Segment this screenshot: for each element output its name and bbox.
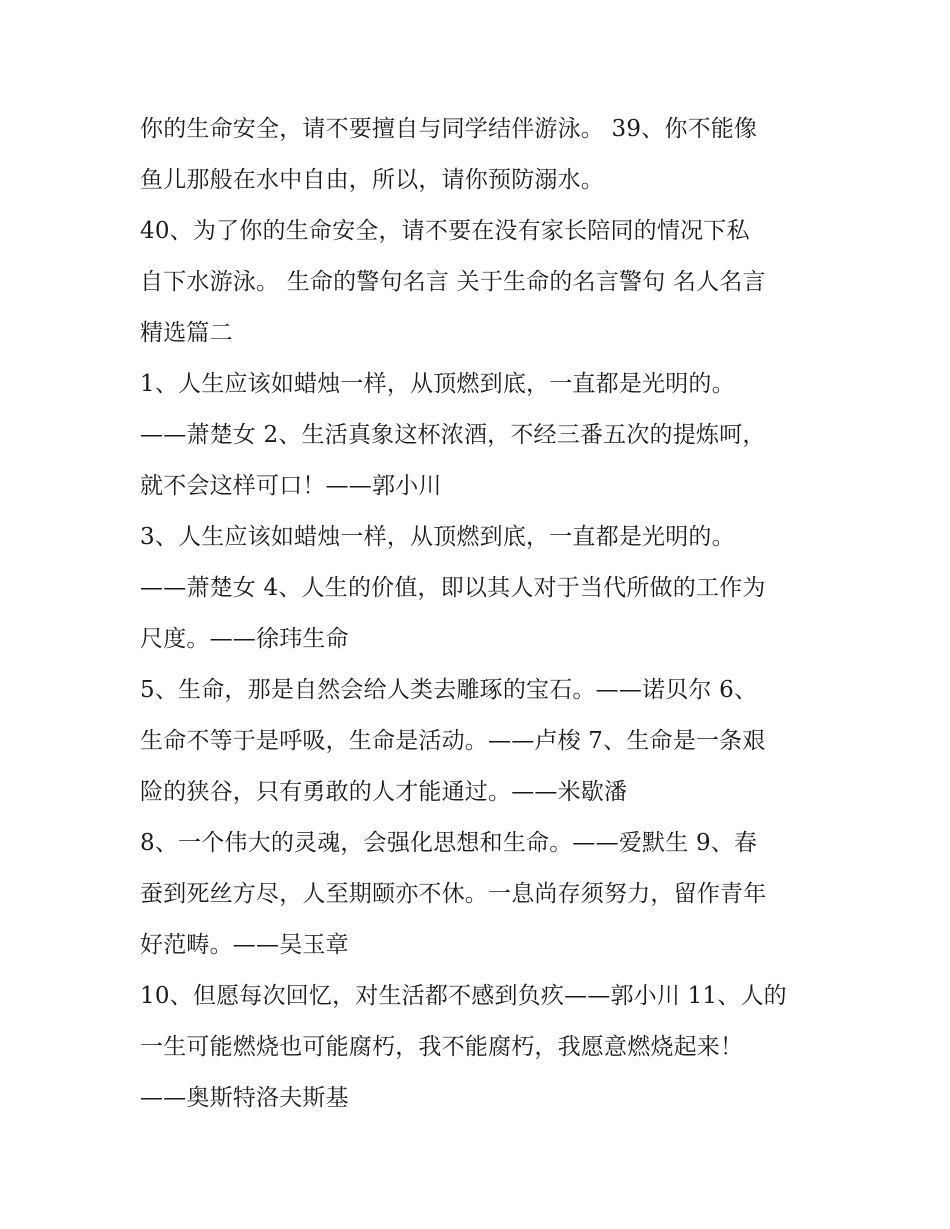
text-line: 险的狭谷，只有勇敢的人才能通过。——米歇潘: [140, 779, 628, 805]
text-line: 好范畴。——吴玉章: [140, 932, 349, 958]
text-line: 尺度。——徐玮生命: [140, 626, 349, 652]
text-line: 自下水游泳。 生命的警句名言 关于生命的名言警句 名人名言: [140, 269, 766, 295]
section-heading-line: 精选篇二: [140, 320, 233, 346]
text-line: 一生可能燃烧也可能腐朽，我不能腐朽，我愿意燃烧起来！: [140, 1034, 744, 1060]
text-line: 你的生命安全，请不要擅自与同学结伴游泳。 39、你不能像: [140, 116, 758, 142]
text-line: 就不会这样可口！——郭小川: [140, 473, 442, 499]
text-line: 10、但愿每次回忆，对生活都不感到负疚——郭小川 11、人的: [140, 983, 787, 1009]
text-line: 蚕到死丝方尽，人至期颐亦不休。一息尚存须努力，留作青年: [140, 881, 767, 907]
text-line: ——萧楚女 4、人生的价值，即以其人对于当代所做的工作为: [140, 575, 766, 601]
text-line: 生命不等于是呼吸，生命是活动。——卢梭 7、生命是一条艰: [140, 728, 766, 754]
text-line: 3、人生应该如蜡烛一样，从顶燃到底，一直都是光明的。: [140, 524, 735, 550]
document-body: [140, 104, 820, 1124]
text-line: 5、生命，那是自然会给人类去雕琢的宝石。——诺贝尔 6、: [140, 677, 758, 703]
text-line: 40、为了你的生命安全，请不要在没有家长陪同的情况下私: [140, 218, 750, 244]
text-line: ——萧楚女 2、生活真象这杯浓酒，不经三番五次的提炼呵，: [140, 422, 766, 448]
text-line: 8、一个伟大的灵魂，会强化思想和生命。——爱默生 9、春: [140, 830, 758, 856]
text-line: 1、人生应该如蜡烛一样，从顶燃到底，一直都是光明的。: [140, 371, 735, 397]
text-line: ——奥斯特洛夫斯基: [140, 1085, 349, 1111]
text-line: 鱼儿那般在水中自由，所以，请你预防溺水。: [140, 167, 604, 193]
